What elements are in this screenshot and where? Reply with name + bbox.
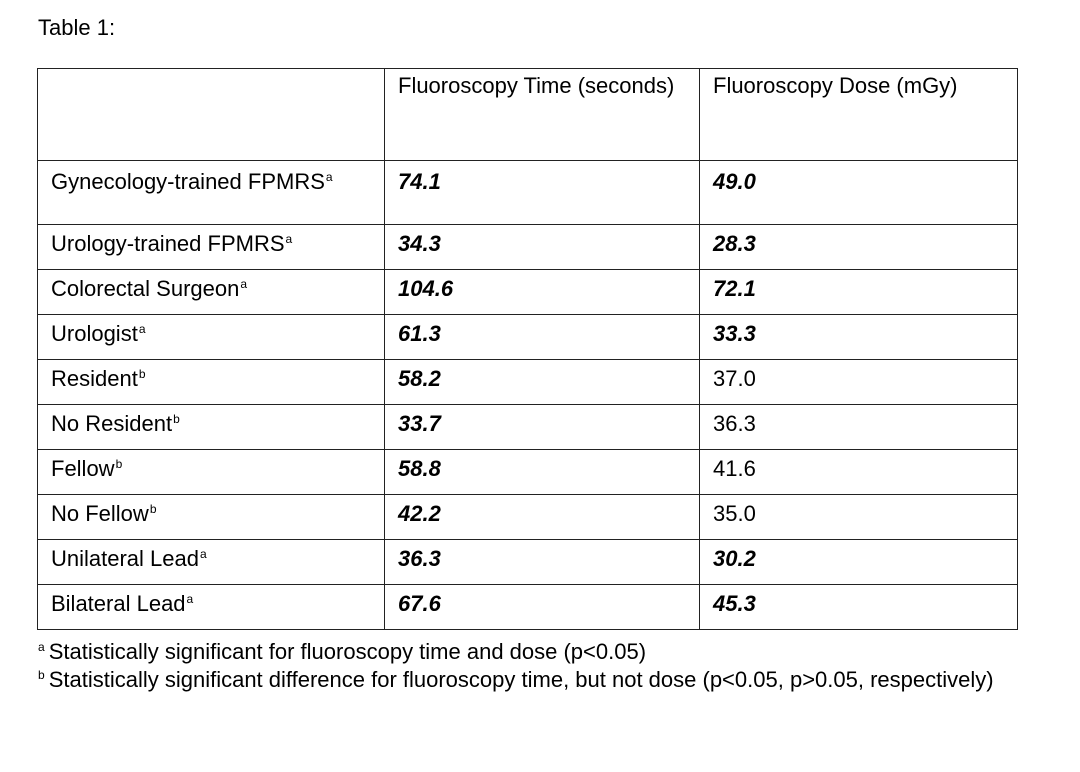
table-row [38,270,1018,315]
fluoroscopy-dose-value: 72.1 [700,270,1018,315]
footnote-marker: b [138,367,146,381]
row-label: Fellow [51,456,115,481]
fluoroscopy-time-value: 36.3 [385,540,700,585]
table-row [38,405,1018,450]
footnote [38,666,1018,694]
fluoroscopy-time-value: 42.2 [385,495,700,540]
fluoroscopy-time-value: 34.3 [385,225,700,270]
row-label-cell [38,161,385,225]
row-label: Colorectal Surgeon [51,276,240,301]
footnote-text: Statistically significant difference for fluoroscopy time, but not dose (p<0.05, p>0.05, respectively) [48,667,994,692]
fluoroscopy-time-value: 58.8 [385,450,700,495]
table-header-row [38,69,1018,161]
header-empty [38,69,385,161]
footnote-marker: a [199,547,207,561]
footnote-marker: a [240,277,248,291]
fluoroscopy-time-value: 67.6 [385,585,700,630]
row-label: No Fellow [51,501,149,526]
fluoroscopy-dose-value: 35.0 [700,495,1018,540]
row-label: Resident [51,366,138,391]
fluoroscopy-dose-value: 49.0 [700,161,1018,225]
table-row [38,585,1018,630]
fluoroscopy-dose-value: 30.2 [700,540,1018,585]
row-label-cell [38,360,385,405]
fluoroscopy-time-value: 61.3 [385,315,700,360]
row-label-cell [38,585,385,630]
row-label-cell [38,450,385,495]
footnote-marker: b [173,412,180,426]
footnote-marker: b [115,457,123,471]
table-row [38,450,1018,495]
footnote-marker: b [149,502,157,516]
footnote-marker: b [38,668,45,682]
header-fluoroscopy-time: Fluoroscopy Time (seconds) [385,69,700,161]
fluoroscopy-dose-value: 41.6 [700,450,1018,495]
results-table [37,68,1018,630]
footnote-marker: a [38,640,45,654]
row-label: Urologist [51,321,138,346]
row-label: Gynecology-trained FPMRS [51,169,325,194]
table-row [38,360,1018,405]
row-label-cell [38,270,385,315]
row-label-cell [38,495,385,540]
table-row [38,225,1018,270]
row-label-cell [38,540,385,585]
row-label: Urology-trained FPMRS [51,231,285,256]
row-label-cell [38,315,385,360]
row-label: Unilateral Lead [51,546,199,571]
fluoroscopy-time-value: 33.7 [385,405,700,450]
fluoroscopy-time-value: 74.1 [385,161,700,225]
table-row [38,495,1018,540]
footnote-marker: a [186,592,194,606]
footnote-marker: a [325,170,333,184]
header-fluoroscopy-dose: Fluoroscopy Dose (mGy) [700,69,1018,161]
row-label-cell [38,405,385,450]
row-label: Bilateral Lead [51,591,186,616]
footnotes [38,638,1018,694]
table-body [38,161,1018,630]
fluoroscopy-dose-value: 37.0 [700,360,1018,405]
fluoroscopy-time-value: 104.6 [385,270,700,315]
table-row [38,315,1018,360]
row-label: No Resident [51,411,173,436]
fluoroscopy-dose-value: 28.3 [700,225,1018,270]
footnote-marker: a [285,232,293,246]
footnote [38,638,1018,666]
fluoroscopy-time-value: 58.2 [385,360,700,405]
table-row [38,161,1018,225]
table-caption: Table 1: [38,15,116,40]
row-label-cell [38,225,385,270]
fluoroscopy-dose-value: 45.3 [700,585,1018,630]
fluoroscopy-dose-value: 33.3 [700,315,1018,360]
footnote-marker: a [138,322,146,336]
table-row [38,540,1018,585]
footnote-text: Statistically significant for fluoroscopy time and dose (p<0.05) [48,639,647,664]
fluoroscopy-dose-value: 36.3 [700,405,1018,450]
